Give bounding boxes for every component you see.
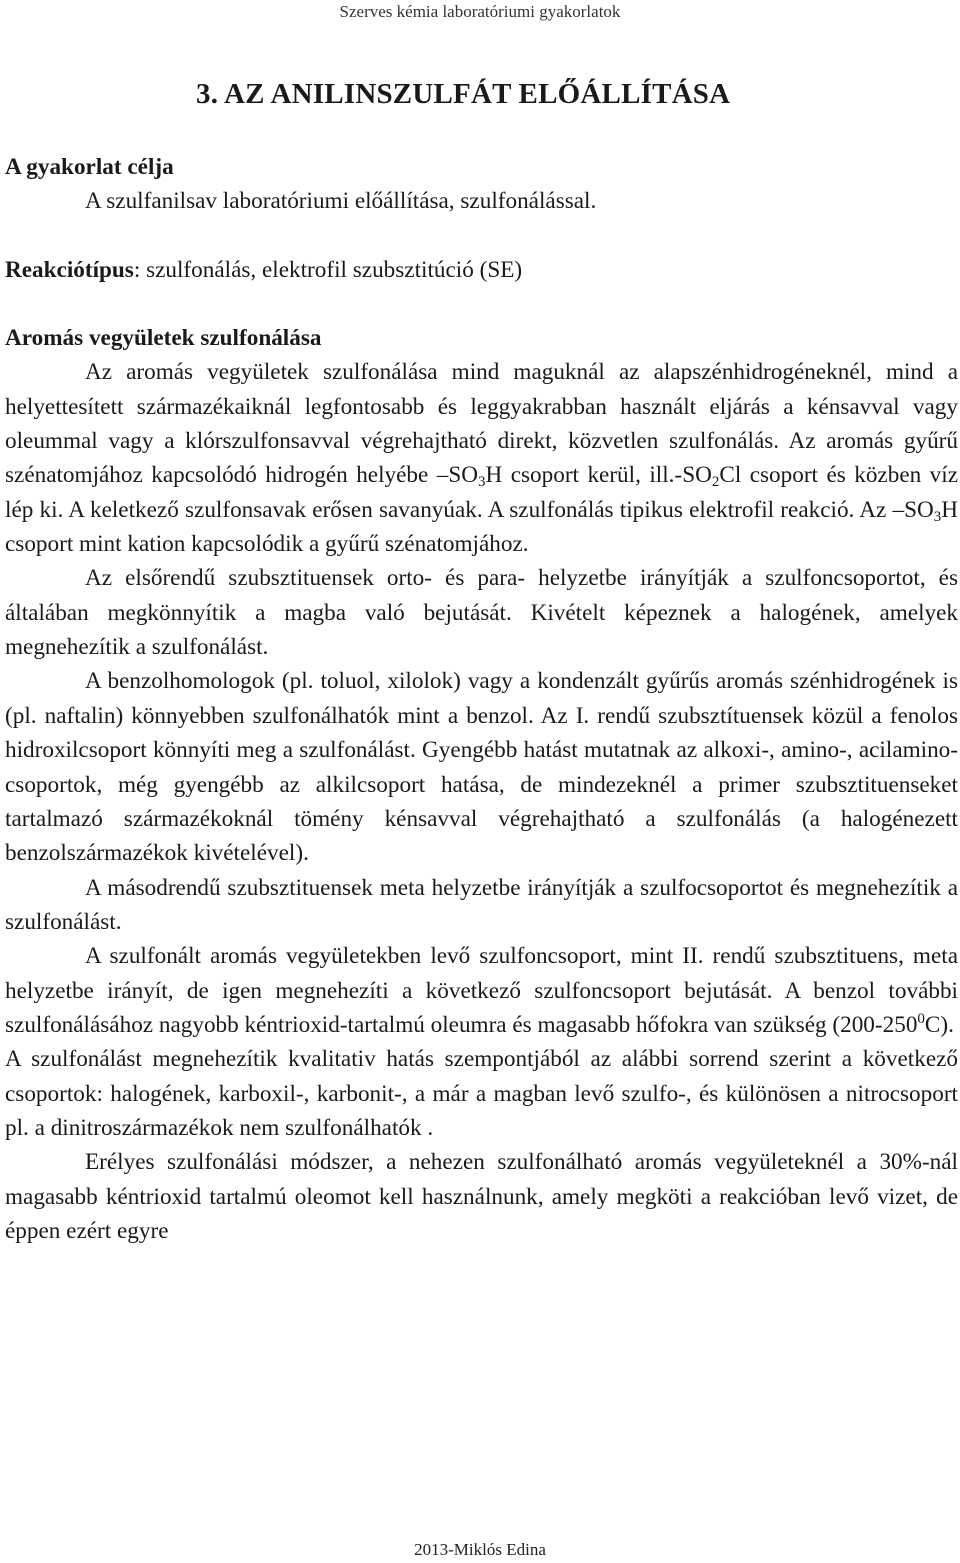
reaction-type-label: Reakciótípus bbox=[5, 256, 134, 283]
paragraph-2: Az elsőrendű szubsztituensek orto- és para- helyzetbe irányítják a szulfoncsoportot, és általában megkönnyítik a magba való bejutását. Kivételt képeznek a halogének, amelyek megnehezítik a szulfonálást. bbox=[5, 565, 958, 661]
spacer bbox=[5, 287, 958, 321]
paragraph-1-part-c: Cl csoport és közben víz lép ki. A keletkező szulfonsavak erősen savanyúak. A szulfonálás tipikus elektrofil reakció. Az –SO bbox=[5, 462, 958, 523]
document-body bbox=[5, 150, 958, 1248]
paragraph-4: A másodrendű szubsztituensek meta helyzetbe irányítják a szulfocsoportot és megnehezítik a szulfonálást. bbox=[5, 874, 958, 935]
paragraph-6: A szulfonálást megnehezítik kvalitativ hatás szempontjából az alábbi sorrend szerint a következő csoportok: halogének, karboxil-, karbonit-, a már a magban levő szulfo-, és különösen a nitrocsoport pl. a dinitroszármazékok nem szulfonálhatók . bbox=[5, 1046, 958, 1141]
running-header: Szerves kémia laboratóriumi gyakorlatok bbox=[339, 2, 621, 21]
paragraph-7: Erélyes szulfonálási módszer, a nehezen szulfonálható aromás vegyületeknél a 30%-nál magasabb kéntrioxid tartalmú oleomot kell használnunk, amely megköti a reakcióban levő vizet, de éppen ezért egyre bbox=[5, 1149, 958, 1244]
aim-heading: A gyakorlat célja bbox=[5, 154, 174, 180]
page-footer: 2013-Miklós Edina bbox=[414, 1540, 546, 1559]
paragraph-1-part-a: Az aromás vegyületek szulfonálása mind maguknál az alapszénhidrogéneknél, mind a helyettesített származékaiknál legfontosabb és leggyakrabban használt eljárás a kénsavval vagy oleummal vagy a klórszulfonsavval végrehajtható direkt, közvetlen szulfonálás. Az aromás gyűrű szénatomjához kapcsolódó hidrogén helyébe –SO bbox=[5, 359, 958, 489]
spacer bbox=[5, 219, 958, 253]
document-title: 3. AZ ANILINSZULFÁT ELŐÁLLÍTÁSA bbox=[196, 78, 731, 110]
paragraph-3: A benzolhomologok (pl. toluol, xilolok) vagy a kondenzált gyűrűs aromás szénhidrogének is (pl. naftalin) könnyebben szulfonálhatók mint a benzol. Az I. rendű szubsztítuensek közül a fenolos hidroxilcsoport könnyíti meg a szulfonálást. Gyengébb hatást mutatnak az alkoxi-, amino-, acilamino- csoportok, még gyengébb az alkilcsoport hatása, de mindezeknél a primer szubsztituenseket tartalmazó származékoknál tömény kénsavval végrehajtható a szulfonálás (a halogénezett benzolszármazékok kivételével). bbox=[5, 668, 958, 867]
paragraph-5-part-a: A szulfonált aromás vegyületekben levő szulfoncsoport, mint II. rendű szubsztituens, meta helyzetbe irányít, de igen megnehezíti a következő szulfoncsoport bejutását. A benzol további szulfonálásához nagyobb kéntrioxid-tartalmú oleumra és magasabb hőfokra van szükség (200-250 bbox=[5, 943, 958, 1038]
reaction-type-line bbox=[5, 253, 958, 287]
paragraph-5 bbox=[5, 939, 958, 1042]
paragraph-1-part-d: H csoport mint kation kapcsolódik a gyűrű szénatomjához. bbox=[5, 496, 958, 558]
paragraph-1-part-b: H csoport kerül, ill.-SO bbox=[485, 462, 712, 489]
subscript: 2 bbox=[711, 474, 720, 491]
subscript: 3 bbox=[478, 474, 486, 491]
subscript: 3 bbox=[933, 508, 942, 525]
section-heading: Aromás vegyületek szulfonálása bbox=[5, 325, 322, 352]
aim-text: A szulfanilsav laboratóriumi előállítása, szulfonálással. bbox=[85, 188, 597, 215]
reaction-type-text: : szulfonálás, elektrofil szubsztitúció (SE) bbox=[133, 256, 523, 283]
superscript: 0 bbox=[917, 1010, 925, 1027]
paragraph-5-part-b: C). bbox=[924, 1011, 954, 1038]
paragraph-1 bbox=[5, 355, 958, 561]
